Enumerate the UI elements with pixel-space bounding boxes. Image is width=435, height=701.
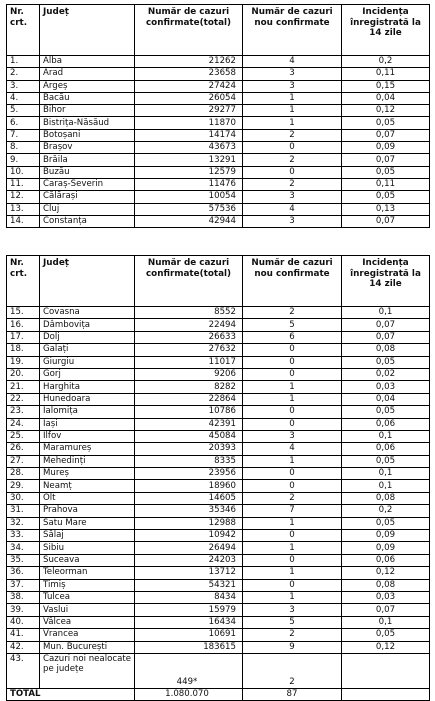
col-header-nr: Nr. crt. — [7, 256, 40, 307]
col-header-nr: Nr. crt. — [7, 5, 40, 56]
table-row — [7, 554, 430, 566]
cell-nr: 34. — [7, 542, 40, 554]
cell-total: 11476 — [135, 178, 243, 190]
cell-new: 0 — [243, 579, 342, 591]
cell-new: 0 — [243, 166, 342, 178]
cell-judet: Constanța — [40, 215, 135, 227]
table-row — [7, 381, 430, 393]
cell-nr: 26. — [7, 443, 40, 455]
cell-nr: 22. — [7, 393, 40, 405]
cell-nr: 41. — [7, 629, 40, 641]
cell-nr: 19. — [7, 356, 40, 368]
cell-total: 14174 — [135, 129, 243, 141]
cell-judet: Arad — [40, 68, 135, 80]
cell-nr: 1. — [7, 56, 40, 68]
total-confirmed: 1.080.070 — [135, 688, 243, 700]
cell-total: 8282 — [135, 381, 243, 393]
cell-new: 6 — [243, 331, 342, 343]
cell-judet: Buzău — [40, 166, 135, 178]
total-new: 87 — [243, 688, 342, 700]
cell-judet: Sălaj — [40, 530, 135, 542]
cell-total: 18960 — [135, 480, 243, 492]
table-row — [7, 203, 430, 215]
cell-nr: 14. — [7, 215, 40, 227]
cell-nr: 15. — [7, 307, 40, 319]
cell-total: 43673 — [135, 142, 243, 154]
cell-judet: Brașov — [40, 142, 135, 154]
cell-new: 2 — [243, 178, 342, 190]
cell-incidence: 0,05 — [342, 191, 430, 203]
table-row — [7, 505, 430, 517]
cell-total: 23956 — [135, 468, 243, 480]
cell-total: 10942 — [135, 530, 243, 542]
cell-judet: Harghita — [40, 381, 135, 393]
cell-new: 1 — [243, 591, 342, 603]
cell-new: 2 — [243, 154, 342, 166]
total-incidence — [342, 688, 430, 700]
table-row — [7, 591, 430, 603]
cell-judet: Ilfov — [40, 430, 135, 442]
col-header-incidence: Incidența înregistrată la 14 zile — [342, 5, 430, 56]
cell-new: 0 — [243, 468, 342, 480]
cell-new: 2 — [243, 492, 342, 504]
cell-nr: 33. — [7, 530, 40, 542]
cell-total: 8335 — [135, 455, 243, 467]
cell-nr: 43. — [7, 653, 40, 688]
cell-new: 4 — [243, 203, 342, 215]
cell-incidence: 0,05 — [342, 166, 430, 178]
cell-new: 0 — [243, 356, 342, 368]
table-row — [7, 530, 430, 542]
cell-total: 26633 — [135, 331, 243, 343]
cell-judet: Hunedoara — [40, 393, 135, 405]
total-row — [7, 688, 430, 700]
cell-judet: Vâlcea — [40, 616, 135, 628]
cell-incidence: 0,08 — [342, 579, 430, 591]
table-row — [7, 579, 430, 591]
table-row — [7, 629, 430, 641]
cell-new: 9 — [243, 641, 342, 653]
cell-nr: 10. — [7, 166, 40, 178]
cell-total: 11017 — [135, 356, 243, 368]
cell-nr: 6. — [7, 117, 40, 129]
table-row — [7, 117, 430, 129]
cell-total: 20393 — [135, 443, 243, 455]
cell-incidence: 0,1 — [342, 307, 430, 319]
cell-incidence: 0,12 — [342, 641, 430, 653]
table-row — [7, 331, 430, 343]
cell-judet: Călărași — [40, 191, 135, 203]
cell-incidence: 0,2 — [342, 505, 430, 517]
col-header-judet: Județ — [40, 256, 135, 307]
col-header-new: Număr de cazuri nou confirmate — [243, 256, 342, 307]
table-row — [7, 356, 430, 368]
cell-new: 2 — [243, 629, 342, 641]
cell-incidence: 0,05 — [342, 629, 430, 641]
cell-new: 7 — [243, 505, 342, 517]
table-row — [7, 319, 430, 331]
cell-nr: 25. — [7, 430, 40, 442]
cell-nr: 21. — [7, 381, 40, 393]
cell-incidence: 0,06 — [342, 418, 430, 430]
cell-nr: 3. — [7, 80, 40, 92]
cell-incidence: 0,13 — [342, 203, 430, 215]
cell-nr: 38. — [7, 591, 40, 603]
cell-nr: 13. — [7, 203, 40, 215]
cell-judet: Botoșani — [40, 129, 135, 141]
table-row — [7, 406, 430, 418]
cell-nr: 8. — [7, 142, 40, 154]
cell-new: 1 — [243, 381, 342, 393]
cell-total: 8552 — [135, 307, 243, 319]
cell-new: 2 — [243, 129, 342, 141]
cell-judet: Dolj — [40, 331, 135, 343]
cell-total: 26494 — [135, 542, 243, 554]
cell-judet: Vrancea — [40, 629, 135, 641]
header-row — [7, 5, 430, 56]
cell-judet: Neamț — [40, 480, 135, 492]
cell-judet: Mehedinți — [40, 455, 135, 467]
cell-incidence: 0,09 — [342, 142, 430, 154]
cell-judet: Ialomița — [40, 406, 135, 418]
col-header-judet: Județ — [40, 5, 135, 56]
cell-total: 57536 — [135, 203, 243, 215]
cell-nr: 42. — [7, 641, 40, 653]
total-label: TOTAL — [7, 688, 135, 700]
cell-judet: Tulcea — [40, 591, 135, 603]
table-row — [7, 344, 430, 356]
cell-new: 2 — [243, 653, 342, 688]
cell-judet: Bistrița-Năsăud — [40, 117, 135, 129]
cell-incidence: 0,1 — [342, 430, 430, 442]
cell-new: 5 — [243, 616, 342, 628]
table-row — [7, 154, 430, 166]
cell-new: 3 — [243, 80, 342, 92]
cell-nr: 12. — [7, 191, 40, 203]
table-row — [7, 92, 430, 104]
cell-judet: Sibiu — [40, 542, 135, 554]
table-row — [7, 215, 430, 227]
cell-judet: Olt — [40, 492, 135, 504]
cell-new: 3 — [243, 191, 342, 203]
table-row — [7, 129, 430, 141]
cell-new: 2 — [243, 307, 342, 319]
cell-nr: 40. — [7, 616, 40, 628]
cell-total: 183615 — [135, 641, 243, 653]
cell-nr: 39. — [7, 604, 40, 616]
table-row — [7, 616, 430, 628]
col-header-new: Număr de cazuri nou confirmate — [243, 5, 342, 56]
cell-judet: Teleorman — [40, 567, 135, 579]
cell-incidence: 0,03 — [342, 591, 430, 603]
cell-judet: Satu Mare — [40, 517, 135, 529]
table-row — [7, 68, 430, 80]
table-row — [7, 56, 430, 68]
cell-new: 0 — [243, 368, 342, 380]
cell-total: 27424 — [135, 80, 243, 92]
table-row — [7, 455, 430, 467]
cell-incidence: 0,15 — [342, 80, 430, 92]
cell-incidence: 0,02 — [342, 368, 430, 380]
cell-new: 0 — [243, 344, 342, 356]
cell-total: 13712 — [135, 567, 243, 579]
cell-judet: Bacău — [40, 92, 135, 104]
cell-incidence: 0,07 — [342, 215, 430, 227]
cell-incidence: 0,07 — [342, 319, 430, 331]
cell-judet: Giurgiu — [40, 356, 135, 368]
cell-total: 13291 — [135, 154, 243, 166]
cell-total: 9206 — [135, 368, 243, 380]
cell-judet: Maramureș — [40, 443, 135, 455]
table-row — [7, 567, 430, 579]
cell-incidence: 0,07 — [342, 331, 430, 343]
table-row — [7, 480, 430, 492]
cell-total: 29277 — [135, 105, 243, 117]
cell-incidence: 0,07 — [342, 129, 430, 141]
cell-total: 21262 — [135, 56, 243, 68]
cell-incidence: 0,06 — [342, 554, 430, 566]
cell-nr: 18. — [7, 344, 40, 356]
table-row — [7, 80, 430, 92]
table-row — [7, 178, 430, 190]
cell-total: 23658 — [135, 68, 243, 80]
cell-total: 26054 — [135, 92, 243, 104]
cell-incidence: 0,2 — [342, 56, 430, 68]
cell-total: 24203 — [135, 554, 243, 566]
cell-judet: Alba — [40, 56, 135, 68]
cell-new: 1 — [243, 455, 342, 467]
table-row — [7, 430, 430, 442]
cell-judet: Vaslui — [40, 604, 135, 616]
table-row — [7, 604, 430, 616]
cell-new: 1 — [243, 117, 342, 129]
cell-incidence: 0,12 — [342, 567, 430, 579]
cell-incidence: 0,07 — [342, 604, 430, 616]
table-row — [7, 368, 430, 380]
cell-incidence: 0,12 — [342, 105, 430, 117]
cell-nr: 36. — [7, 567, 40, 579]
cell-incidence: 0,05 — [342, 356, 430, 368]
table-row — [7, 166, 430, 178]
cell-judet: Bihor — [40, 105, 135, 117]
cell-nr: 32. — [7, 517, 40, 529]
col-header-total: Număr de cazuri confirmate(total) — [135, 5, 243, 56]
cell-judet: Covasna — [40, 307, 135, 319]
cell-new: 4 — [243, 443, 342, 455]
cell-new: 0 — [243, 554, 342, 566]
cell-nr: 16. — [7, 319, 40, 331]
table-row — [7, 517, 430, 529]
cell-incidence: 0,09 — [342, 530, 430, 542]
cell-incidence: 0,05 — [342, 517, 430, 529]
cell-total: 35346 — [135, 505, 243, 517]
cell-nr: 30. — [7, 492, 40, 504]
cell-new: 3 — [243, 215, 342, 227]
table-row — [7, 307, 430, 319]
table-row — [7, 641, 430, 653]
cell-new: 0 — [243, 480, 342, 492]
cell-new: 1 — [243, 393, 342, 405]
cell-nr: 20. — [7, 368, 40, 380]
table-row — [7, 542, 430, 554]
cell-nr: 7. — [7, 129, 40, 141]
cell-judet: Brăila — [40, 154, 135, 166]
cell-total: 42944 — [135, 215, 243, 227]
table-row — [7, 468, 430, 480]
cell-new: 1 — [243, 105, 342, 117]
county-table-part-1 — [6, 4, 430, 228]
cell-nr: 37. — [7, 579, 40, 591]
cell-judet: Timiș — [40, 579, 135, 591]
cell-judet: Iași — [40, 418, 135, 430]
cell-nr: 24. — [7, 418, 40, 430]
cell-incidence — [342, 653, 430, 688]
cell-total: 11870 — [135, 117, 243, 129]
cell-total: 10054 — [135, 191, 243, 203]
cell-new: 3 — [243, 68, 342, 80]
cell-nr: 17. — [7, 331, 40, 343]
cell-nr: 11. — [7, 178, 40, 190]
cell-total: 10691 — [135, 629, 243, 641]
cell-judet: Mun. București — [40, 641, 135, 653]
cell-judet: Galați — [40, 344, 135, 356]
cell-nr: 31. — [7, 505, 40, 517]
cell-nr: 27. — [7, 455, 40, 467]
cell-new: 0 — [243, 142, 342, 154]
cell-total: 12579 — [135, 166, 243, 178]
cell-incidence: 0,06 — [342, 443, 430, 455]
unallocated-row — [7, 653, 430, 688]
col-header-incidence: Incidența înregistrată la 14 zile — [342, 256, 430, 307]
cell-nr: 35. — [7, 554, 40, 566]
cell-total: 14605 — [135, 492, 243, 504]
cell-total: 22864 — [135, 393, 243, 405]
cell-incidence: 0,05 — [342, 455, 430, 467]
cell-new: 1 — [243, 92, 342, 104]
cell-total: 15979 — [135, 604, 243, 616]
cell-total: 10786 — [135, 406, 243, 418]
cell-incidence: 0,05 — [342, 406, 430, 418]
cell-incidence: 0,04 — [342, 92, 430, 104]
cell-judet: Argeș — [40, 80, 135, 92]
table-row — [7, 105, 430, 117]
cell-total: 45084 — [135, 430, 243, 442]
cell-new: 3 — [243, 430, 342, 442]
cell-new: 1 — [243, 542, 342, 554]
col-header-total: Număr de cazuri confirmate(total) — [135, 256, 243, 307]
table-row — [7, 191, 430, 203]
cell-total: 54321 — [135, 579, 243, 591]
table-body-2 — [7, 307, 430, 654]
cell-new: 0 — [243, 530, 342, 542]
cell-judet: Gorj — [40, 368, 135, 380]
cell-incidence: 0,07 — [342, 154, 430, 166]
cell-total: 16434 — [135, 616, 243, 628]
cell-total: 42391 — [135, 418, 243, 430]
cell-total: 449* — [135, 653, 243, 688]
cell-new: 0 — [243, 418, 342, 430]
cell-new: 4 — [243, 56, 342, 68]
cell-judet: Cazuri noi nealocate pe județe — [40, 653, 135, 688]
cell-judet: Suceava — [40, 554, 135, 566]
cell-incidence: 0,1 — [342, 616, 430, 628]
cell-judet: Caraș-Severin — [40, 178, 135, 190]
table-body-1 — [7, 56, 430, 228]
cell-incidence: 0,1 — [342, 480, 430, 492]
cell-incidence: 0,11 — [342, 68, 430, 80]
cell-incidence: 0,03 — [342, 381, 430, 393]
cell-incidence: 0,08 — [342, 344, 430, 356]
cell-total: 8434 — [135, 591, 243, 603]
cell-new: 1 — [243, 567, 342, 579]
cell-judet: Cluj — [40, 203, 135, 215]
cell-nr: 4. — [7, 92, 40, 104]
table-row — [7, 142, 430, 154]
cell-nr: 28. — [7, 468, 40, 480]
cell-incidence: 0,04 — [342, 393, 430, 405]
county-table-part-2 — [6, 255, 430, 701]
cell-judet: Dâmbovița — [40, 319, 135, 331]
table-row — [7, 492, 430, 504]
cell-nr: 29. — [7, 480, 40, 492]
cell-incidence: 0,08 — [342, 492, 430, 504]
cell-new: 1 — [243, 517, 342, 529]
cell-total: 12988 — [135, 517, 243, 529]
cell-total: 27632 — [135, 344, 243, 356]
cell-nr: 9. — [7, 154, 40, 166]
table-row — [7, 443, 430, 455]
cell-new: 5 — [243, 319, 342, 331]
cell-incidence: 0,05 — [342, 117, 430, 129]
table-row — [7, 418, 430, 430]
table-row — [7, 393, 430, 405]
cell-incidence: 0,11 — [342, 178, 430, 190]
cell-nr: 23. — [7, 406, 40, 418]
cell-total: 22494 — [135, 319, 243, 331]
cell-incidence: 0,1 — [342, 468, 430, 480]
cell-nr: 5. — [7, 105, 40, 117]
cell-nr: 2. — [7, 68, 40, 80]
cell-incidence: 0,09 — [342, 542, 430, 554]
cell-new: 3 — [243, 604, 342, 616]
header-row — [7, 256, 430, 307]
cell-new: 0 — [243, 406, 342, 418]
cell-judet: Prahova — [40, 505, 135, 517]
cell-judet: Mureș — [40, 468, 135, 480]
